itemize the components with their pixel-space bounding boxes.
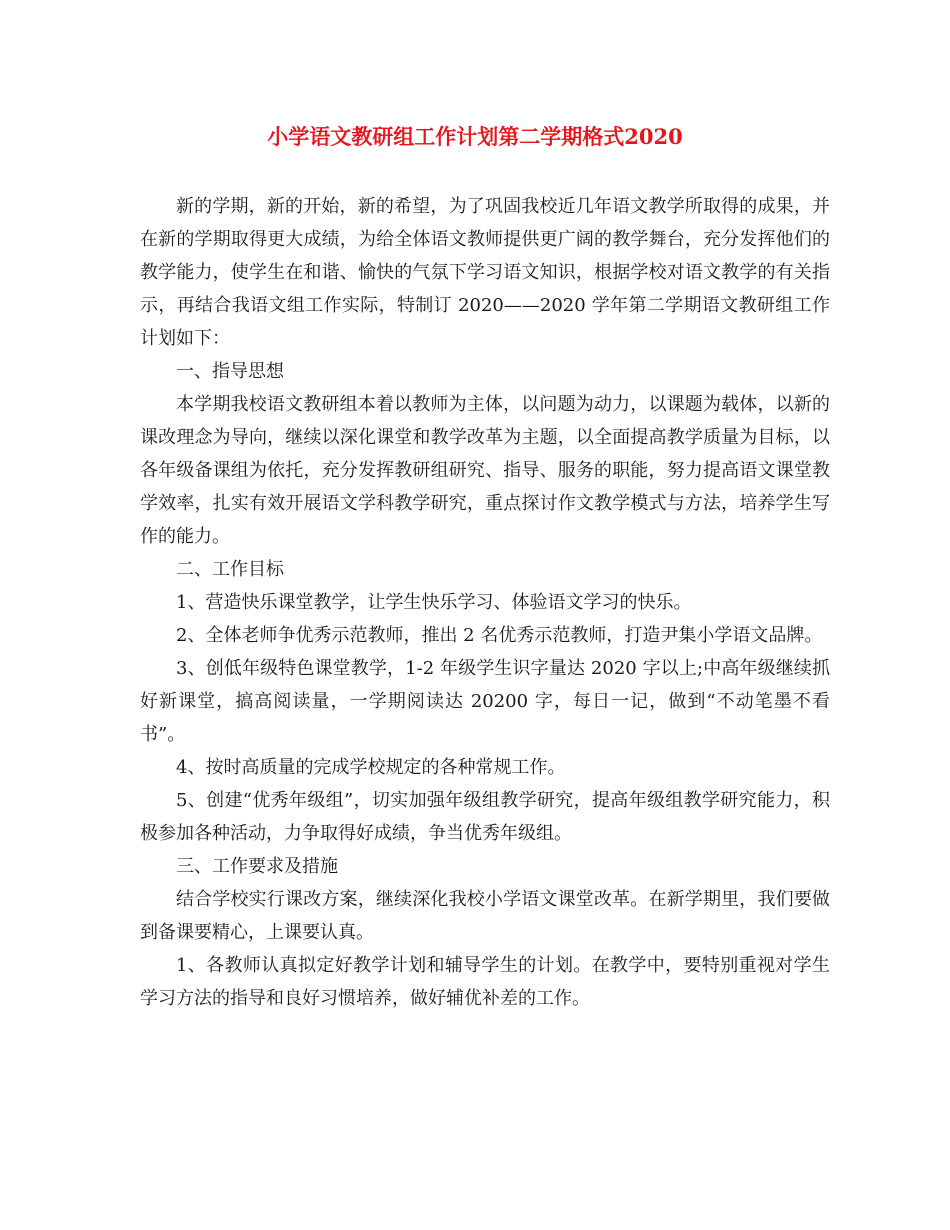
work-goal-item: 5、创建“优秀年级组”，切实加强年级组教学研究，提高年级组教学研究能力，积极参加各种活动，力争取得好成绩，争当优秀年级组。	[140, 790, 830, 844]
work-goal-item: 2、全体老师争优秀示范教师，推出 2 名优秀示范教师，打造尹集小学语文品牌。	[176, 625, 823, 646]
document-body	[140, 190, 830, 1015]
section-heading-requirements: 三、工作要求及措施	[176, 856, 338, 877]
section-heading-work-goals: 二、工作目标	[176, 559, 284, 580]
section-heading-guiding-ideology: 一、指导思想	[176, 361, 284, 382]
work-goal-item: 3、创低年级特色课堂教学，1-2 年级学生识字量达 2020 字以上;中高年级继续抓好新课堂，搞高阅读量，一学期阅读达 20200 字，每日一记，做到“不动笔墨不看书”。	[140, 658, 830, 745]
work-goal-item: 1、营造快乐课堂教学，让学生快乐学习、体验语文学习的快乐。	[176, 592, 692, 613]
document-title: 小学语文教研组工作计划第二学期格式2020	[267, 124, 683, 149]
requirements-paragraph: 结合学校实行课改方案，继续深化我校小学语文课堂改革。在新学期里，我们要做到备课要精心，上课要认真。	[140, 889, 830, 943]
requirement-item: 1、各教师认真拟定好教学计划和辅导学生的计划。在教学中，要特别重视对学生学习方法的指导和良好习惯培养，做好辅优补差的工作。	[140, 955, 830, 1009]
guiding-ideology-paragraph: 本学期我校语文教研组本着以教师为主体，以问题为动力，以课题为载体，以新的课改理念为导向，继续以深化课堂和教学改革为主题，以全面提高教学质量为目标，以各年级备课组为依托，充分发挥教研组研究、指导、服务的职能，努力提高语文课堂教学效率，扎实有效开展语文学科教学研究，重点探讨作文教学模式与方法，培养学生写作的能力。	[140, 394, 830, 547]
intro-paragraph: 新的学期，新的开始，新的希望，为了巩固我校近几年语文教学所取得的成果，并在新的学期取得更大成绩，为给全体语文教师提供更广阔的教学舞台，充分发挥他们的教学能力，使学生在和谐、愉快的气氛下学习语文知识，根据学校对语文教学的有关指示，再结合我语文组工作实际，特制订 2020——2020 学年第二学期语文教研组工作计划如下：	[140, 196, 830, 349]
work-goal-item: 4、按时高质量的完成学校规定的各种常规工作。	[176, 757, 566, 778]
